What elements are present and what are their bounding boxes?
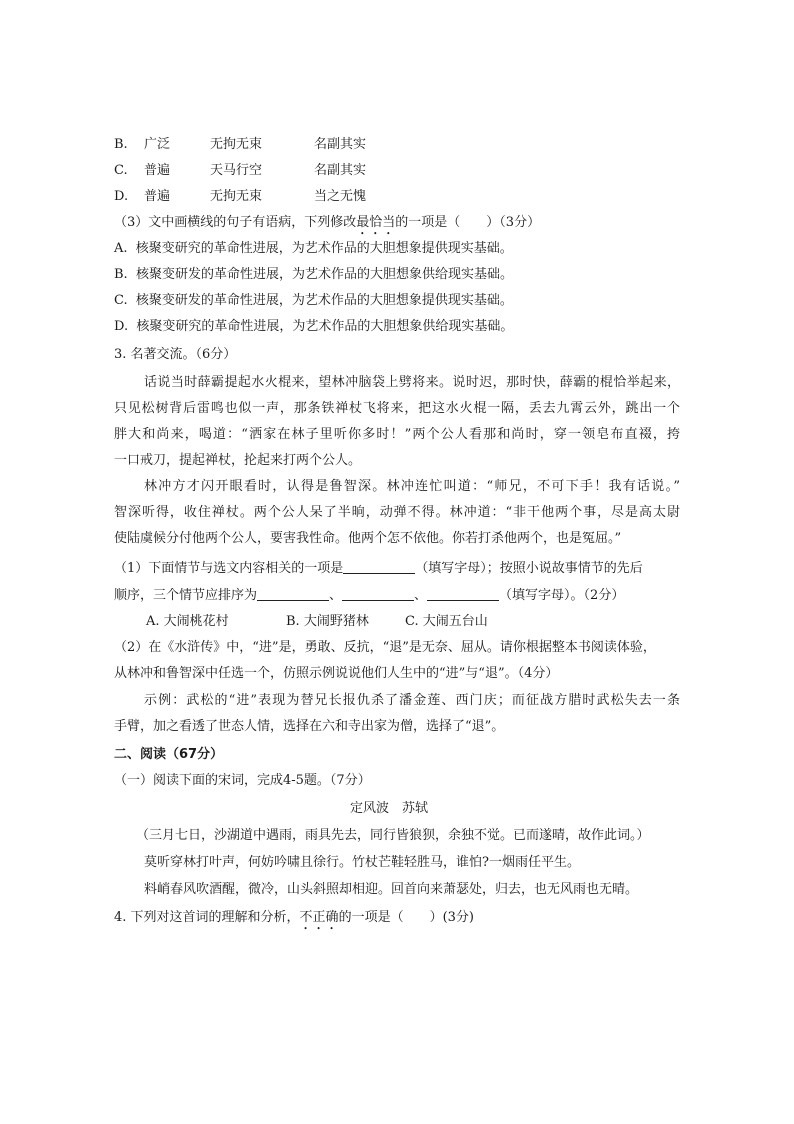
passage-line: 林冲方才闪开眼看时，认得是鲁智深。林冲连忙叫道：“师兄，不可下手！我有话说。”: [144, 479, 680, 494]
q2-3-option-b: B. 核聚变研发的革命性进展，为艺术作品的大胆想象供给现实基础。: [114, 267, 513, 282]
sub1-text: 顺序，三个情节应排序为: [114, 588, 258, 603]
q4-stem: [114, 910, 474, 933]
q2-3-stem: [114, 215, 540, 238]
q3-sub2-line: 从林冲和鲁智深中任选一个，仿照示例说说他们人生中的“进”与“退”。（4分）: [114, 666, 559, 681]
stem-text: 的一项是（ ）（3分）: [395, 215, 541, 230]
poem-title: 定风波 苏轼: [350, 801, 429, 816]
stem-emphasis: 最恰当: [356, 215, 396, 230]
answer-blank[interactable]: [257, 586, 329, 601]
option-word-1: 普遍: [144, 189, 171, 204]
q2-3-option-d: D. 核聚变研究的革命性进展，为艺术作品的大胆想象供给现实基础。: [114, 319, 514, 334]
option-word-1: 广泛: [144, 137, 171, 152]
passage-line: 胖大和尚来，喝道：“洒家在林子里听你多时！”两个公人看那和尚时，穿一领皂布直裰，挎: [114, 427, 680, 442]
passage-line: 话说当时薛霸提起水火棍来，望林冲脑袋上劈将来。说时迟，那时快，薛霸的棍恰举起来，: [144, 375, 680, 390]
passage-line: 一口戒刀，提起禅杖，抡起来打两个公人。: [114, 453, 362, 468]
option-word-2: 无拘无束: [210, 137, 263, 152]
q3-title: 3. 名著交流。（6分）: [114, 347, 237, 362]
answer-blank[interactable]: [342, 586, 414, 601]
answer-blank[interactable]: [427, 586, 499, 601]
option-letter: D.: [114, 189, 129, 204]
answer-blank[interactable]: [343, 559, 415, 574]
option-letter: C.: [114, 163, 128, 178]
option-word-3: 当之无愧: [314, 189, 367, 204]
q2-3-option-a: A. 核聚变研究的革命性进展，为艺术作品的大胆想象提供现实基础。: [114, 241, 513, 256]
q2-3-option-c: C. 核聚变研发的革命性进展，为艺术作品的大胆想象提供现实基础。: [114, 293, 513, 308]
q3-sub1-line2: [114, 586, 624, 604]
q3-sub2-line: （2）在《水浒传》中，“进”是，勇敢、反抗，“退”是无奈、屈从。请你根据整本书阅读体验，: [114, 640, 656, 655]
stem-emphasis: 不正确: [299, 910, 339, 925]
sub1-separator: 、: [414, 588, 428, 603]
passage-line: 使陆虞候分付他两个公人，要害我性命。他两个怎不依他。你若打杀他两个，也是冤屈。”: [114, 531, 622, 546]
section-2-title: 二、阅读（67分）: [114, 747, 224, 762]
poem-line-1: 莫听穿林打叶声，何妨吟啸且徐行。竹杖芒鞋轻胜马，谁怕?一烟雨任平生。: [144, 855, 580, 870]
sub1-separator: 、: [329, 588, 343, 603]
passage-line: 只见松树背后雷鸣也似一声，那条铁禅杖飞将来，把这水火棍一隔，丢去九霄云外，跳出一个: [114, 401, 680, 416]
stem-text: 的一项是（ ）(3分): [338, 910, 474, 925]
option-word-1: 普遍: [144, 163, 171, 178]
option-word-3: 名副其实: [314, 163, 367, 178]
section-2-part-1: （一）阅读下面的宋词，完成4-5题。（7分）: [114, 773, 371, 788]
stem-text: （3）文中画横线的句子有语病，下列修改: [114, 215, 357, 230]
option-word-2: 天马行空: [210, 163, 263, 178]
sub1-option-c: C. 大闹五台山: [405, 614, 488, 629]
option-word-3: 名副其实: [314, 137, 367, 152]
poem-preface: （三月七日，沙湖道中遇雨，雨具先去，同行皆狼狈，余独不觉。已而遂晴，故作此词。）: [136, 828, 650, 843]
sub1-text: （填写字母）；按照小说故事情节的先后: [415, 561, 643, 576]
poem-line-2: 料峭春风吹酒醒，微冷，山头斜照却相迎。回首向来萧瑟处，归去，也无风雨也无晴。: [144, 882, 639, 897]
option-word-2: 无拘无束: [210, 189, 263, 204]
sub1-option-b: B. 大闹野猪林: [286, 614, 369, 629]
option-letter: B.: [114, 137, 128, 152]
sub1-text: （填写字母）。（2分）: [499, 588, 625, 603]
sub1-text: （1）下面情节与选文内容相关的一项是: [114, 561, 344, 576]
q3-example-line: 示例：武松的“进”表现为替兄长报仇杀了潘金莲、西门庆；而征战方腊时武松失去一条: [144, 693, 680, 708]
q3-example-line: 手臂，加之看透了世态人情，选择在六和寺出家为僧，选择了“退”。: [114, 719, 505, 734]
passage-line: 智深听得，收住禅杖。两个公人呆了半晌，动弹不得。林冲道：“非干他两个事，尽是高太尉: [114, 505, 680, 520]
stem-text: 4. 下列对这首词的理解和分析，: [114, 910, 300, 925]
q3-sub1-line1: [114, 559, 643, 577]
sub1-option-a: A. 大闹桃花村: [146, 614, 229, 629]
